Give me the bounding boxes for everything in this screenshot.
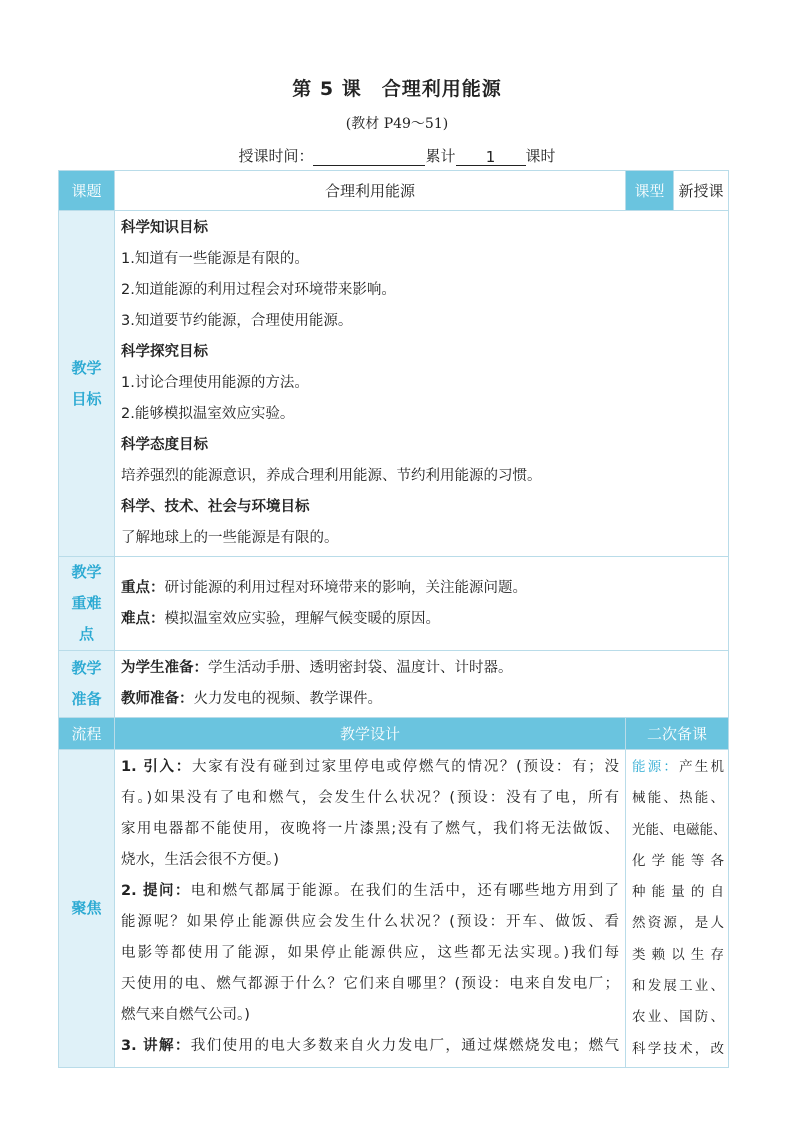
keypoints-row <box>59 557 729 651</box>
inquiry-goal-heading: 科学探究目标 <box>121 344 208 360</box>
type-label-cell <box>626 171 674 211</box>
focus-p1-line2: 有。)如果没有了电和燃气，会发生什么状况？(预设：没有了电，所有 <box>121 790 619 806</box>
key-point-label: 重点： <box>121 579 165 596</box>
knowledge-goal-1: 1.知道有一些能源是有限的。 <box>121 251 309 267</box>
key-point-text: 研讨能源的利用过程对环境带来的影响，关注能源问题。 <box>164 579 527 596</box>
goals-label-line1: 教学 <box>71 358 102 377</box>
flow-header-cell <box>59 718 115 750</box>
inquiry-goal-1: 1.讨论合理使用能源的方法。 <box>121 375 309 391</box>
focus-p1-line4: 烧水，生活会很不方便。) <box>121 852 279 868</box>
knowledge-goal-heading: 科学知识目标 <box>121 220 208 236</box>
focus-label-cell <box>59 750 115 1068</box>
focus-p2-line1 <box>121 876 619 907</box>
lesson-time-line <box>0 145 794 166</box>
note-line5: 种能量的自 <box>632 884 724 901</box>
sts-goal-heading: 科学、技术、社会与环境目标 <box>121 499 310 515</box>
inquiry-goal-2: 2.能够模拟温室效应实验。 <box>121 406 295 422</box>
focus-p2-line2: 能源呢？如果停止能源供应会发生什么状况？(预设：开车、做饭、看 <box>121 914 619 930</box>
textbook-pages: (教材 P49～51) <box>345 116 449 132</box>
prep-content <box>115 651 729 718</box>
topic-value-cell <box>115 171 626 211</box>
note-line4: 化学能等各 <box>632 852 724 869</box>
note-line2: 械能、热能、 <box>632 790 724 807</box>
design-header-cell <box>115 718 626 750</box>
attitude-goal-1: 培养强烈的能源意识，养成合理利用能源、节约利用能源的习惯。 <box>121 468 542 484</box>
second-prep-header-cell <box>626 718 729 750</box>
teacher-prep-label: 教师准备： <box>121 691 194 707</box>
focus-label: 聚焦 <box>71 898 102 917</box>
teacher-prep <box>121 684 722 715</box>
goals-row <box>59 211 729 557</box>
prep-row <box>59 651 729 718</box>
knowledge-goal-3: 3.知道要节约能源，合理使用能源。 <box>121 313 353 329</box>
hard-point-label: 难点： <box>121 610 165 627</box>
knowledge-goal-2: 2.知道能源的利用过程会对环境带来影响。 <box>121 282 396 298</box>
intro-label: 1. 引入： <box>121 759 192 775</box>
topic-label: 课题 <box>71 182 102 200</box>
question-text-1: 电和燃气都属于能源。在我们的生活中，还有哪些地方用到了 <box>190 883 619 899</box>
focus-row <box>59 750 729 1068</box>
note-line10: 科学技术，改 <box>632 1040 724 1057</box>
student-prep <box>121 653 722 684</box>
type-value-cell <box>674 171 729 211</box>
focus-p3-line1 <box>121 1031 619 1062</box>
design-header: 教学设计 <box>339 725 400 743</box>
note-line7: 类赖以生存 <box>632 946 724 963</box>
student-prep-text: 学生活动手册、透明密封袋、温度计、计时器。 <box>208 660 513 676</box>
note-line3: 光能、电磁能、 <box>632 821 727 838</box>
explain-label: 3. 讲解： <box>121 1038 191 1054</box>
note-line8: 和发展工业、 <box>632 978 724 995</box>
note-term: 能源： <box>632 759 680 775</box>
hours-blank[interactable] <box>456 148 526 166</box>
time-label: 授课时间： <box>238 147 314 165</box>
type-label: 课型 <box>634 182 665 200</box>
keypoints-label-line3: 点 <box>78 625 94 643</box>
goals-label-cell <box>59 211 115 557</box>
focus-p2-line5: 燃气来自燃气公司。) <box>121 1007 250 1023</box>
note-text-1: 产生机 <box>679 759 725 775</box>
topic-row <box>59 171 729 211</box>
note-line9: 农业、国防、 <box>632 1009 724 1026</box>
teacher-prep-text: 火力发电的视频、教学课件。 <box>193 691 382 707</box>
time-blank[interactable] <box>313 148 425 166</box>
hard-point-text: 模拟温室效应实验，理解气候变暖的原因。 <box>164 610 440 627</box>
second-prep-notes <box>626 750 729 1068</box>
second-prep-header: 二次备课 <box>646 725 707 743</box>
flow-header-row <box>59 718 729 750</box>
hard-point <box>121 604 722 635</box>
keypoints-content <box>115 557 729 651</box>
type-value: 新授课 <box>678 182 724 200</box>
goals-content <box>115 211 729 557</box>
prep-label-line1: 教学 <box>71 659 102 677</box>
focus-p1-line3: 家用电器都不能使用，夜晚将一片漆黑;没有了燃气，我们将无法做饭、 <box>121 821 619 837</box>
student-prep-label: 为学生准备： <box>121 660 208 676</box>
attitude-goal-heading: 科学态度目标 <box>121 437 208 453</box>
intro-text-1: 大家有没有碰到过家里停电或停燃气的情况？(预设：有；没 <box>191 759 620 775</box>
keypoints-label-line1: 教学 <box>71 563 102 581</box>
focus-p1-line1 <box>121 752 619 783</box>
prep-label-line2: 准备 <box>71 690 102 708</box>
note-line1 <box>632 752 724 783</box>
focus-p2-line3: 电影等都使用了能源，如果停止能源供应，这些都无法实现。)我们每 <box>121 945 619 961</box>
flow-header: 流程 <box>71 725 102 743</box>
topic-label-cell <box>59 171 115 211</box>
explain-text-1: 我们使用的电大多数来自火力发电厂，通过煤燃烧发电；燃气 <box>190 1038 619 1054</box>
goals-label-line2: 目标 <box>71 389 102 408</box>
focus-content <box>115 750 626 1068</box>
focus-p2-line4: 天使用的电、燃气都源于什么？它们来自哪里？(预设：电来自发电厂； <box>121 976 619 992</box>
hours-value: 1 <box>485 148 496 166</box>
sts-goal-1: 了解地球上的一些能源是有限的。 <box>121 530 339 546</box>
page-title: 第 5 课 合理利用能源 <box>292 78 502 100</box>
keypoints-label-line2: 重难 <box>71 594 102 612</box>
question-label: 2. 提问： <box>121 883 191 899</box>
note-line6: 然资源，是人 <box>632 915 724 932</box>
hours-unit: 课时 <box>525 147 556 165</box>
keypoints-label-cell <box>59 557 115 651</box>
lesson-plan-table <box>58 170 729 1068</box>
total-label: 累计 <box>425 147 456 165</box>
topic-value: 合理利用能源 <box>324 182 415 200</box>
key-point <box>121 573 722 604</box>
prep-label-cell <box>59 651 115 718</box>
